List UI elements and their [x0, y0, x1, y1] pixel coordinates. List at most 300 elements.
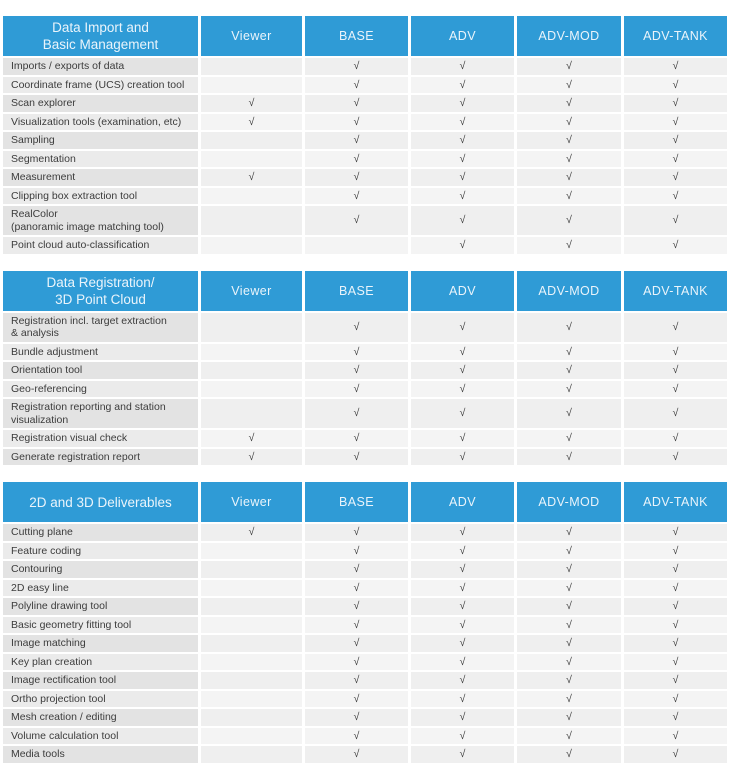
availability-cell-base — [305, 114, 408, 131]
availability-cell-adv-mod — [517, 344, 621, 361]
checkmark-icon: √ — [566, 189, 572, 202]
checkmark-icon: √ — [672, 674, 679, 686]
checkmark-icon: √ — [566, 674, 572, 686]
checkmark-icon: √ — [672, 60, 679, 72]
availability-cell-adv-mod — [517, 580, 621, 597]
availability-cell-adv-mod — [517, 237, 621, 254]
availability-cell-adv-mod — [517, 449, 621, 466]
availability-cell-base — [305, 598, 408, 615]
feature-name — [3, 237, 198, 254]
comparison-grid — [3, 482, 728, 763]
availability-cell-adv — [411, 344, 514, 361]
checkmark-icon: √ — [672, 407, 679, 420]
availability-cell-viewer — [201, 114, 302, 131]
availability-cell-base — [305, 691, 408, 708]
checkmark-icon: √ — [459, 60, 466, 72]
feature-name-line: Ortho projection tool — [11, 692, 106, 705]
availability-cell-adv-tank — [624, 169, 727, 186]
availability-cell-adv-mod — [517, 635, 621, 652]
checkmark-icon: √ — [672, 711, 679, 723]
checkmark-icon: √ — [566, 600, 572, 612]
checkmark-icon: √ — [566, 637, 572, 649]
feature-name-line: Basic geometry fitting tool — [11, 618, 132, 631]
availability-cell-base — [305, 399, 408, 428]
availability-cell-adv-mod — [517, 728, 621, 745]
checkmark-icon: √ — [459, 171, 466, 183]
feature-name-line: visualization — [11, 413, 69, 426]
availability-cell-adv-mod — [517, 381, 621, 398]
feature-name-line: Mesh creation / editing — [11, 711, 117, 723]
feature-name-line: Media tools — [11, 748, 65, 760]
availability-cell-adv-tank — [624, 617, 727, 634]
availability-cell-adv — [411, 561, 514, 578]
checkmark-icon: √ — [248, 432, 255, 444]
availability-cell-adv — [411, 132, 514, 149]
feature-name — [3, 691, 198, 708]
checkmark-icon: √ — [566, 152, 572, 165]
feature-name — [3, 746, 198, 763]
checkmark-icon: √ — [353, 692, 360, 705]
availability-cell-viewer — [201, 132, 302, 149]
checkmark-icon: √ — [566, 407, 572, 420]
availability-cell-viewer — [201, 691, 302, 708]
checkmark-icon: √ — [459, 600, 466, 612]
table-title-line: Data Registration/ — [46, 274, 155, 290]
checkmark-icon: √ — [459, 382, 466, 395]
availability-cell-adv — [411, 728, 514, 745]
availability-cell-base — [305, 543, 408, 560]
checkmark-icon: √ — [248, 115, 255, 128]
checkmark-icon: √ — [672, 382, 679, 395]
availability-cell-viewer — [201, 746, 302, 763]
availability-cell-adv-mod — [517, 77, 621, 94]
availability-cell-adv-mod — [517, 709, 621, 726]
availability-cell-adv-mod — [517, 151, 621, 168]
availability-cell-viewer — [201, 188, 302, 205]
checkmark-icon: √ — [353, 674, 360, 686]
checkmark-icon: √ — [459, 115, 466, 128]
checkmark-icon: √ — [672, 526, 679, 538]
checkmark-icon: √ — [672, 364, 679, 376]
checkmark-icon: √ — [353, 563, 360, 575]
availability-cell-base — [305, 77, 408, 94]
column-header-base: BASE — [305, 16, 408, 56]
availability-cell-viewer — [201, 95, 302, 112]
availability-cell-adv-tank — [624, 430, 727, 447]
availability-cell-viewer — [201, 58, 302, 75]
availability-cell-adv-tank — [624, 362, 727, 379]
column-header-adv-tank: ADV-TANK — [624, 16, 727, 56]
checkmark-icon: √ — [672, 134, 679, 146]
checkmark-icon: √ — [353, 78, 360, 91]
availability-cell-adv-tank — [624, 524, 727, 541]
availability-cell-base — [305, 580, 408, 597]
checkmark-icon: √ — [353, 407, 360, 420]
availability-cell-adv-tank — [624, 114, 727, 131]
availability-cell-base — [305, 561, 408, 578]
feature-name — [3, 188, 198, 205]
checkmark-icon: √ — [248, 97, 255, 109]
availability-cell-adv-tank — [624, 598, 727, 615]
checkmark-icon: √ — [459, 320, 466, 333]
checkmark-icon: √ — [353, 600, 360, 612]
availability-cell-viewer — [201, 169, 302, 186]
feature-name — [3, 114, 198, 131]
feature-name-line: Scan explorer — [11, 97, 76, 109]
availability-cell-base — [305, 449, 408, 466]
checkmark-icon: √ — [353, 637, 360, 649]
availability-cell-adv-tank — [624, 206, 727, 235]
checkmark-icon: √ — [672, 618, 679, 631]
column-header-base: BASE — [305, 271, 408, 311]
feature-name — [3, 635, 198, 652]
checkmark-icon: √ — [353, 432, 360, 444]
feature-name — [3, 430, 198, 447]
availability-cell-base — [305, 746, 408, 763]
availability-cell-adv — [411, 543, 514, 560]
availability-cell-adv-mod — [517, 313, 621, 342]
checkmark-icon: √ — [353, 729, 360, 742]
availability-cell-adv-tank — [624, 580, 727, 597]
feature-name — [3, 580, 198, 597]
availability-cell-adv-tank — [624, 449, 727, 466]
checkmark-icon: √ — [353, 134, 360, 146]
availability-cell-adv — [411, 746, 514, 763]
checkmark-icon: √ — [672, 655, 679, 668]
feature-name-line: Bundle adjustment — [11, 345, 98, 358]
feature-name-line: Clipping box extraction tool — [11, 189, 138, 202]
availability-cell-base — [305, 237, 408, 254]
column-header-adv-mod: ADV-MOD — [517, 16, 621, 56]
checkmark-icon: √ — [459, 674, 466, 686]
checkmark-icon: √ — [672, 78, 679, 91]
checkmark-icon: √ — [459, 214, 466, 227]
availability-cell-adv-mod — [517, 362, 621, 379]
availability-cell-adv-tank — [624, 728, 727, 745]
availability-cell-base — [305, 524, 408, 541]
feature-name-line: Imports / exports of data — [11, 60, 125, 72]
feature-name — [3, 95, 198, 112]
feature-name-line: Sampling — [11, 134, 55, 146]
checkmark-icon: √ — [353, 748, 360, 760]
availability-cell-adv — [411, 188, 514, 205]
availability-cell-adv-tank — [624, 543, 727, 560]
checkmark-icon: √ — [459, 655, 466, 668]
availability-cell-viewer — [201, 617, 302, 634]
feature-name — [3, 362, 198, 379]
availability-cell-adv — [411, 449, 514, 466]
availability-cell-viewer — [201, 151, 302, 168]
availability-cell-base — [305, 635, 408, 652]
availability-cell-adv — [411, 151, 514, 168]
availability-cell-adv-mod — [517, 114, 621, 131]
availability-cell-viewer — [201, 237, 302, 254]
column-header-viewer: Viewer — [201, 16, 302, 56]
availability-cell-viewer — [201, 399, 302, 428]
availability-cell-adv-tank — [624, 381, 727, 398]
availability-cell-adv — [411, 709, 514, 726]
availability-cell-base — [305, 95, 408, 112]
availability-cell-base — [305, 709, 408, 726]
table-2d-and-3d-deliverables — [3, 482, 728, 763]
checkmark-icon: √ — [672, 189, 679, 202]
feature-name — [3, 58, 198, 75]
availability-cell-adv — [411, 598, 514, 615]
feature-name — [3, 561, 198, 578]
checkmark-icon: √ — [353, 655, 360, 668]
availability-cell-viewer — [201, 344, 302, 361]
availability-cell-adv-tank — [624, 561, 727, 578]
availability-cell-base — [305, 617, 408, 634]
checkmark-icon: √ — [459, 432, 466, 444]
checkmark-icon: √ — [672, 581, 679, 594]
feature-name-line: Coordinate frame (UCS) creation tool — [11, 78, 185, 91]
checkmark-icon: √ — [459, 189, 466, 202]
checkmark-icon: √ — [353, 618, 360, 631]
column-header-adv-tank: ADV-TANK — [624, 482, 727, 522]
availability-cell-base — [305, 654, 408, 671]
availability-cell-viewer — [201, 672, 302, 689]
checkmark-icon: √ — [353, 345, 360, 358]
feature-name — [3, 313, 198, 342]
checkmark-icon: √ — [459, 581, 466, 594]
feature-name — [3, 151, 198, 168]
checkmark-icon: √ — [566, 320, 572, 333]
checkmark-icon: √ — [353, 711, 360, 723]
checkmark-icon: √ — [672, 171, 679, 183]
availability-cell-viewer — [201, 524, 302, 541]
availability-cell-base — [305, 132, 408, 149]
availability-cell-adv — [411, 654, 514, 671]
availability-cell-adv-mod — [517, 58, 621, 75]
checkmark-icon: √ — [459, 407, 466, 420]
availability-cell-adv — [411, 77, 514, 94]
checkmark-icon: √ — [566, 450, 572, 463]
table-title-line: 2D and 3D Deliverables — [29, 494, 172, 510]
availability-cell-base — [305, 206, 408, 235]
availability-cell-adv-tank — [624, 77, 727, 94]
availability-cell-viewer — [201, 543, 302, 560]
availability-cell-adv-mod — [517, 746, 621, 763]
checkmark-icon: √ — [248, 526, 255, 538]
checkmark-icon: √ — [672, 239, 679, 251]
checkmark-icon: √ — [353, 581, 360, 594]
checkmark-icon: √ — [459, 711, 466, 723]
feature-name-line: Orientation tool — [11, 364, 83, 376]
checkmark-icon: √ — [566, 382, 572, 395]
feature-name — [3, 672, 198, 689]
checkmark-icon: √ — [459, 78, 466, 91]
checkmark-icon: √ — [672, 600, 679, 612]
checkmark-icon: √ — [566, 711, 572, 723]
checkmark-icon: √ — [566, 655, 572, 668]
availability-cell-viewer — [201, 635, 302, 652]
availability-cell-adv — [411, 313, 514, 342]
checkmark-icon: √ — [672, 345, 679, 358]
feature-name-line: Polyline drawing tool — [11, 600, 108, 612]
availability-cell-adv — [411, 206, 514, 235]
checkmark-icon: √ — [672, 637, 679, 649]
checkmark-icon: √ — [566, 581, 572, 594]
feature-name-line: (panoramic image matching tool) — [11, 220, 164, 233]
checkmark-icon: √ — [566, 171, 572, 183]
checkmark-icon: √ — [248, 450, 255, 463]
checkmark-icon: √ — [672, 748, 679, 760]
table-title — [3, 482, 198, 522]
availability-cell-adv — [411, 169, 514, 186]
availability-cell-adv — [411, 399, 514, 428]
feature-name-line: Cutting plane — [11, 526, 73, 538]
availability-cell-adv-tank — [624, 313, 727, 342]
feature-name-line: Registration reporting and station — [11, 401, 166, 413]
column-header-viewer: Viewer — [201, 271, 302, 311]
feature-name — [3, 543, 198, 560]
feature-name-line: Generate registration report — [11, 450, 140, 463]
availability-cell-adv — [411, 58, 514, 75]
checkmark-icon: √ — [672, 152, 679, 165]
column-header-adv: ADV — [411, 16, 514, 56]
column-header-base: BASE — [305, 482, 408, 522]
availability-cell-adv-tank — [624, 709, 727, 726]
checkmark-icon: √ — [459, 97, 466, 109]
availability-cell-adv-mod — [517, 654, 621, 671]
checkmark-icon: √ — [353, 364, 360, 376]
availability-cell-viewer — [201, 654, 302, 671]
availability-cell-viewer — [201, 381, 302, 398]
checkmark-icon: √ — [459, 618, 466, 631]
availability-cell-base — [305, 728, 408, 745]
column-header-adv-mod: ADV-MOD — [517, 482, 621, 522]
checkmark-icon: √ — [566, 214, 572, 227]
feature-name-line: Volume calculation tool — [11, 729, 119, 742]
availability-cell-adv-tank — [624, 672, 727, 689]
table-title — [3, 271, 198, 311]
checkmark-icon: √ — [672, 563, 679, 575]
availability-cell-adv-tank — [624, 188, 727, 205]
checkmark-icon: √ — [672, 544, 679, 557]
column-header-adv: ADV — [411, 482, 514, 522]
availability-cell-adv-mod — [517, 598, 621, 615]
checkmark-icon: √ — [459, 364, 466, 376]
checkmark-icon: √ — [459, 239, 466, 251]
feature-name-line: & analysis — [11, 327, 59, 339]
checkmark-icon: √ — [566, 60, 572, 72]
checkmark-icon: √ — [459, 450, 466, 463]
checkmark-icon: √ — [672, 115, 679, 128]
checkmark-icon: √ — [566, 97, 572, 109]
feature-name — [3, 399, 198, 428]
checkmark-icon: √ — [566, 115, 572, 128]
availability-cell-adv-mod — [517, 672, 621, 689]
availability-cell-base — [305, 313, 408, 342]
availability-cell-adv-mod — [517, 188, 621, 205]
availability-cell-adv-mod — [517, 561, 621, 578]
availability-cell-base — [305, 430, 408, 447]
checkmark-icon: √ — [459, 637, 466, 649]
availability-cell-adv-tank — [624, 635, 727, 652]
checkmark-icon: √ — [459, 134, 466, 146]
availability-cell-adv — [411, 237, 514, 254]
availability-cell-adv-mod — [517, 399, 621, 428]
checkmark-icon: √ — [566, 692, 572, 705]
feature-name — [3, 524, 198, 541]
availability-cell-adv-tank — [624, 132, 727, 149]
feature-name — [3, 598, 198, 615]
checkmark-icon: √ — [459, 152, 466, 165]
comparison-grid — [3, 271, 728, 466]
checkmark-icon: √ — [672, 320, 679, 333]
table-title-line: Basic Management — [42, 37, 159, 52]
availability-cell-viewer — [201, 728, 302, 745]
availability-cell-adv-tank — [624, 151, 727, 168]
checkmark-icon: √ — [353, 189, 360, 202]
availability-cell-adv — [411, 362, 514, 379]
feature-name — [3, 381, 198, 398]
checkmark-icon: √ — [459, 544, 466, 557]
checkmark-icon: √ — [248, 171, 255, 183]
feature-name — [3, 654, 198, 671]
availability-cell-adv-mod — [517, 617, 621, 634]
availability-cell-adv-tank — [624, 58, 727, 75]
table-title-line: Data Import and — [52, 20, 149, 35]
checkmark-icon: √ — [459, 563, 466, 575]
checkmark-icon: √ — [459, 748, 466, 760]
checkmark-icon: √ — [672, 97, 679, 109]
table-data-import-and-basic-management — [3, 16, 728, 254]
feature-name-line: Measurement — [11, 171, 76, 183]
feature-name — [3, 169, 198, 186]
column-header-adv: ADV — [411, 271, 514, 311]
availability-cell-adv — [411, 691, 514, 708]
checkmark-icon: √ — [566, 432, 572, 444]
feature-name-line: Registration visual check — [11, 432, 128, 444]
feature-name-line: Contouring — [11, 563, 63, 575]
availability-cell-viewer — [201, 580, 302, 597]
checkmark-icon: √ — [566, 345, 572, 358]
availability-cell-adv — [411, 95, 514, 112]
availability-cell-viewer — [201, 313, 302, 342]
checkmark-icon: √ — [353, 214, 360, 227]
availability-cell-adv — [411, 114, 514, 131]
feature-name — [3, 728, 198, 745]
feature-name — [3, 132, 198, 149]
checkmark-icon: √ — [566, 364, 572, 376]
availability-cell-adv-tank — [624, 237, 727, 254]
availability-cell-adv — [411, 672, 514, 689]
checkmark-icon: √ — [672, 450, 679, 463]
availability-cell-base — [305, 344, 408, 361]
table-title-line: 3D Point Cloud — [55, 291, 146, 307]
availability-cell-adv-tank — [624, 344, 727, 361]
availability-cell-base — [305, 169, 408, 186]
checkmark-icon: √ — [459, 729, 466, 742]
availability-cell-adv — [411, 430, 514, 447]
checkmark-icon: √ — [566, 134, 572, 146]
checkmark-icon: √ — [353, 382, 360, 395]
availability-cell-base — [305, 151, 408, 168]
feature-name-line: RealColor — [11, 208, 58, 220]
availability-cell-base — [305, 362, 408, 379]
feature-name — [3, 77, 198, 94]
availability-cell-base — [305, 672, 408, 689]
checkmark-icon: √ — [353, 320, 360, 333]
feature-name-line: Point cloud auto-classification — [11, 239, 150, 251]
checkmark-icon: √ — [459, 526, 466, 538]
availability-cell-adv — [411, 580, 514, 597]
availability-cell-viewer — [201, 598, 302, 615]
feature-name-line: 2D easy line — [11, 581, 69, 594]
availability-cell-adv-tank — [624, 691, 727, 708]
